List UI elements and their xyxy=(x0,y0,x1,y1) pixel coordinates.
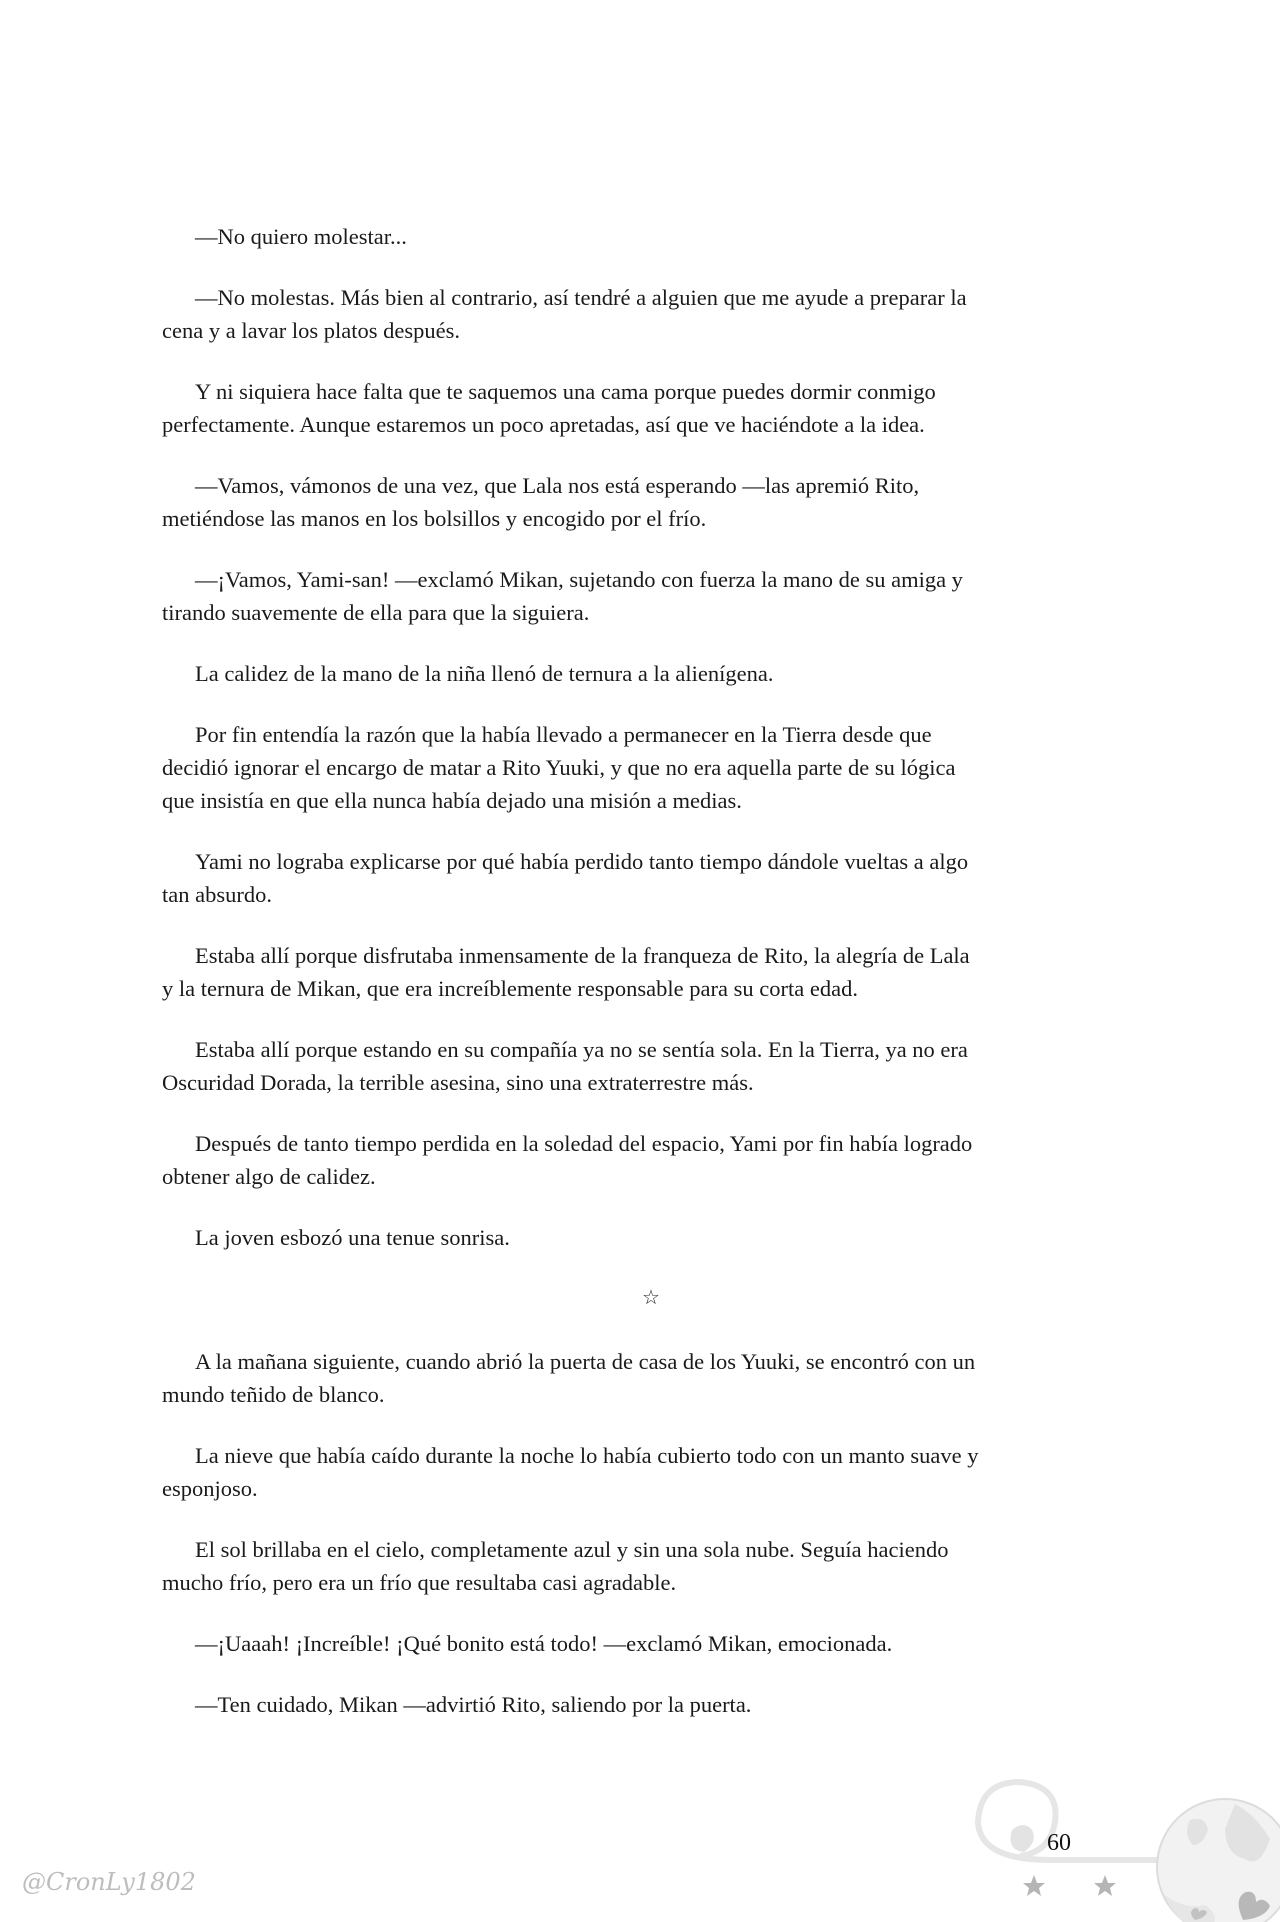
page-body xyxy=(162,220,1122,1749)
footer-decoration-moon-icon xyxy=(950,1760,1280,1922)
text-line: metiéndose las manos en los bolsillos y encogido por el frío. xyxy=(162,506,707,531)
star-icon xyxy=(1094,1875,1116,1896)
text-line: mucho frío, pero era un frío que resultaba casi agradable. xyxy=(162,1570,677,1595)
text-line: —No molestas. Más bien al contrario, así tendré a alguien que me ayude a preparar la xyxy=(195,285,967,310)
text-line: obtener algo de calidez. xyxy=(162,1164,376,1189)
page-number: 60 xyxy=(1047,1830,1071,1856)
paragraph xyxy=(162,939,1122,1005)
text-line: y la ternura de Mikan, que era increíblemente responsable para su corta edad. xyxy=(162,976,858,1001)
paragraphs-before-break xyxy=(162,220,1122,1254)
scene-break-star: ☆ xyxy=(642,1287,660,1309)
paragraph xyxy=(162,1688,1122,1721)
star-icon xyxy=(1023,1875,1045,1896)
paragraph xyxy=(162,281,1122,347)
text-line: —No quiero molestar... xyxy=(195,224,407,249)
text-line: esponjoso. xyxy=(162,1476,258,1501)
text-line: A la mañana siguiente, cuando abrió la puerta de casa de los Yuuki, se encontró con un xyxy=(195,1349,976,1374)
paragraph xyxy=(162,1627,1122,1660)
text-line: —¡Uaaah! ¡Increíble! ¡Qué bonito está todo! —exclamó Mikan, emocionada. xyxy=(195,1631,893,1656)
text-line: Estaba allí porque disfrutaba inmensamente de la franqueza de Rito, la alegría de Lala xyxy=(195,943,970,968)
paragraph xyxy=(162,718,1122,817)
text-line: —Ten cuidado, Mikan —advirtió Rito, saliendo por la puerta. xyxy=(195,1692,752,1717)
text-line: Después de tanto tiempo perdida en la soledad del espacio, Yami por fin había logrado xyxy=(195,1131,973,1156)
paragraph xyxy=(162,657,1122,690)
paragraph xyxy=(162,375,1122,441)
text-line: Oscuridad Dorada, la terrible asesina, sino una extraterrestre más. xyxy=(162,1070,754,1095)
paragraph xyxy=(162,845,1122,911)
text-line: Estaba allí porque estando en su compañía ya no se sentía sola. En la Tierra, ya no era xyxy=(195,1037,968,1062)
paragraph xyxy=(162,1127,1122,1193)
text-line: que insistía en que ella nunca había dejado una misión a medias. xyxy=(162,788,742,813)
text-line: La joven esbozó una tenue sonrisa. xyxy=(195,1225,510,1250)
paragraph xyxy=(162,1439,1122,1505)
paragraph xyxy=(162,220,1122,253)
paragraph xyxy=(162,469,1122,535)
paragraph xyxy=(162,1345,1122,1411)
paragraph xyxy=(162,1033,1122,1099)
paragraph xyxy=(162,1533,1122,1599)
text-line: —Vamos, vámonos de una vez, que Lala nos está esperando —las apremió Rito, xyxy=(195,473,920,498)
text-line: Por fin entendía la razón que la había llevado a permanecer en la Tierra desde que xyxy=(195,722,932,747)
text-line: tirando suavemente de ella para que la siguiera. xyxy=(162,600,590,625)
text-line: tan absurdo. xyxy=(162,882,272,907)
text-line: El sol brillaba en el cielo, completamente azul y sin una sola nube. Seguía haciendo xyxy=(195,1537,949,1562)
text-line: —¡Vamos, Yami-san! —exclamó Mikan, sujetando con fuerza la mano de su amiga y xyxy=(195,567,963,592)
text-line: Yami no lograba explicarse por qué había perdido tanto tiempo dándole vueltas a algo xyxy=(195,849,969,874)
paragraph xyxy=(162,563,1122,629)
text-line: decidió ignorar el encargo de matar a Rito Yuuki, y que no era aquella parte de su lógica xyxy=(162,755,956,780)
text-line: La calidez de la mano de la niña llenó de ternura a la alienígena. xyxy=(195,661,774,686)
text-line: Y ni siquiera hace falta que te saquemos una cama porque puedes dormir conmigo xyxy=(195,379,936,404)
paragraph xyxy=(162,1221,1122,1254)
text-line: La nieve que había caído durante la noche lo había cubierto todo con un manto suave y xyxy=(195,1443,979,1468)
text-line: perfectamente. Aunque estaremos un poco apretadas, así que ve haciéndote a la idea. xyxy=(162,412,925,437)
watermark: @CronLy1802 xyxy=(22,1868,196,1896)
paragraphs-after-break xyxy=(162,1345,1122,1721)
text-line: mundo teñido de blanco. xyxy=(162,1382,385,1407)
text-line: cena y a lavar los platos después. xyxy=(162,318,461,343)
